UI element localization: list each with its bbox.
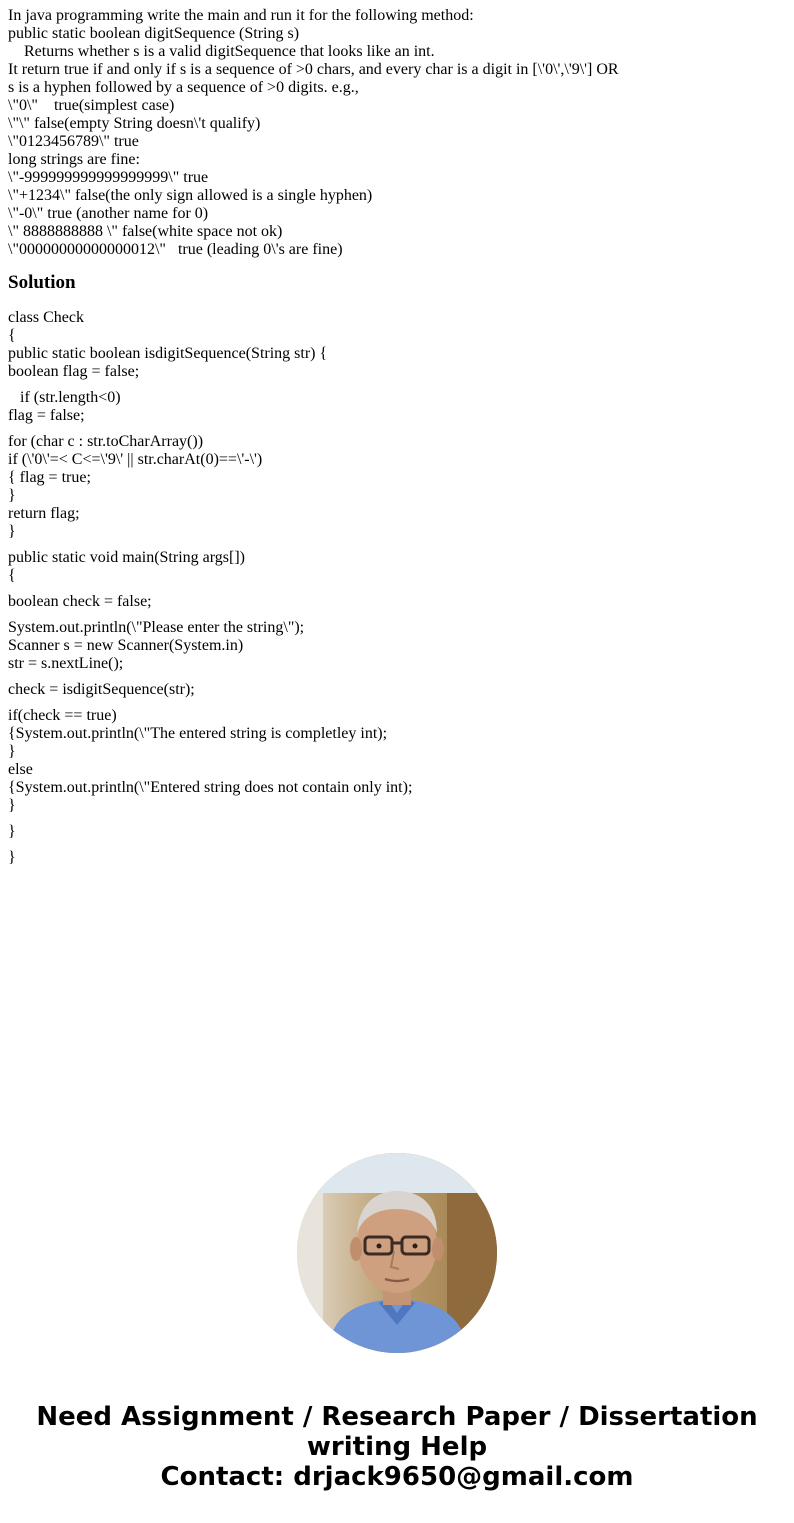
question-line: \" 8888888888 \" false(white space not ok) [8,223,283,240]
code-line: boolean flag = false; [8,363,140,380]
code-line: } [8,523,16,540]
code-line: } [8,849,16,866]
question-line: \"-999999999999999999\" true [8,169,209,186]
code-line: flag = false; [8,407,85,424]
code-block-gap [8,815,788,823]
code-line: } [8,487,16,504]
footer-contact: Contact: drjack9650@gmail.com [160,1462,634,1492]
question-line: long strings are fine: [8,151,140,168]
question-line: \"-0\" true (another name for 0) [8,205,209,222]
solution-code [8,309,788,867]
code-block-gap [8,425,788,433]
code-line: } [8,797,16,814]
question-text [8,7,788,259]
code-line: if (str.length<0) [8,389,121,406]
question-line: \"\" false(empty String doesn\'t qualify) [8,115,261,132]
question-line: It return true if and only if s is a sequence of >0 chars, and every char is a digit in [\'0\',\'9\'] OR [8,61,619,78]
code-line: public static boolean isdigitSequence(String str) { [8,345,328,362]
footer-line-2: writing Help [306,1432,488,1462]
question-line: Returns whether s is a valid digitSequence that looks like an int. [8,43,435,60]
question-line: s is a hyphen followed by a sequence of >0 digits. e.g., [8,79,359,96]
code-line: else [8,761,33,778]
code-line: { [8,327,16,344]
person-portrait-icon [297,1153,497,1353]
question-line: \"0\" true(simplest case) [8,97,175,114]
code-line: { flag = true; [8,469,91,486]
solution-heading: Solution [8,272,76,293]
code-line: System.out.println(\"Please enter the string\"); [8,619,305,636]
code-block-gap [8,699,788,707]
code-line: class Check [8,309,84,326]
code-block-gap [8,381,788,389]
code-line: str = s.nextLine(); [8,655,124,672]
code-block-gap [8,611,788,619]
question-line: \"00000000000000012\" true (leading 0\'s are fine) [8,241,343,258]
document-body [8,7,788,867]
author-avatar [297,1153,497,1353]
code-block-gap [8,673,788,681]
code-line: boolean check = false; [8,593,152,610]
code-block-gap [8,585,788,593]
footer-banner [0,1402,794,1492]
question-line: \"+1234\" false(the only sign allowed is a single hyphen) [8,187,373,204]
code-block-gap [8,841,788,849]
code-line: } [8,743,16,760]
code-line: return flag; [8,505,80,522]
footer-line-1: Need Assignment / Research Paper / Dissertation [36,1402,758,1432]
question-line: \"0123456789\" true [8,133,139,150]
code-line: check = isdigitSequence(str); [8,681,195,698]
code-line: { [8,567,16,584]
code-line: {System.out.println(\"Entered string does not contain only int); [8,779,413,796]
code-block-gap [8,541,788,549]
code-line: for (char c : str.toCharArray()) [8,433,204,450]
code-line: Scanner s = new Scanner(System.in) [8,637,244,654]
code-line: {System.out.println(\"The entered string is completley int); [8,725,388,742]
question-line: In java programming write the main and run it for the following method: [8,7,474,24]
code-line: if (\'0\'=< C<=\'9\' || str.charAt(0)==\'-\') [8,451,263,468]
code-line: public static void main(String args[]) [8,549,245,566]
question-line: public static boolean digitSequence (String s) [8,25,300,42]
code-line: if(check == true) [8,707,117,724]
code-line: } [8,823,16,840]
